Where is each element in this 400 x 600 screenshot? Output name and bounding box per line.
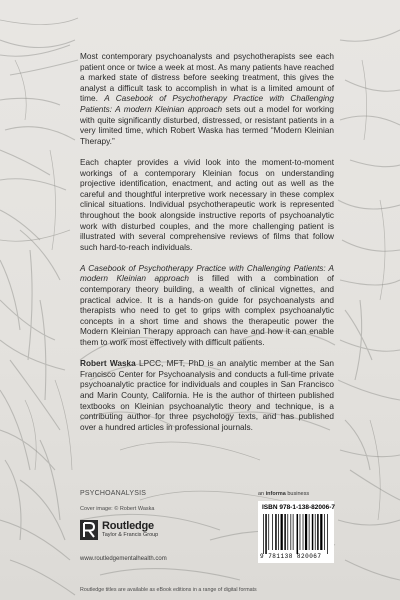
publisher-group: Taylor & Francis Group bbox=[102, 532, 159, 538]
cover-footer bbox=[0, 484, 400, 600]
blurb-text-run: Most contemporary psychoanalysts and psychotherapists see each patient once or twice a week at most. As many patients have reached a marked state of distress before seeking treatment, this gives the analyst a difficult task to accomplish in what is a limited amount of time. bbox=[80, 52, 334, 104]
author-bio bbox=[80, 359, 334, 433]
author-name: Robert Waska bbox=[80, 359, 136, 369]
informa-tagline bbox=[258, 491, 309, 497]
tagline-prefix: an bbox=[258, 491, 266, 497]
publisher-logo bbox=[80, 520, 158, 540]
blurb-paragraph-1 bbox=[80, 52, 334, 147]
author-bio-text: LPCC, MFT, PhD is an analytic member at the San Francisco Center for Psychoanalysis and conducts a full-time private psychoanalytic practice for individuals and couples in San Francisco and Marin County, California. He is the author of thirteen published textbooks on Kleinian psychoanalytic theory and technique, is a contributing author for three psychology texts, and has published over a hundred articles in professional journals. bbox=[80, 359, 334, 432]
routledge-r-icon bbox=[80, 520, 98, 540]
isbn-label: ISBN 978-1-138-82006-7 bbox=[262, 504, 335, 511]
cover-image-credit: Cover image: © Robert Waska bbox=[80, 506, 155, 512]
informa-brand: informa bbox=[265, 491, 286, 497]
blurb-paragraph-3 bbox=[80, 264, 334, 349]
barcode-number: 9 781138 820067 bbox=[260, 553, 322, 560]
blurb-text-run: is filled with a combination of contemporary theory building, a wealth of clinical vignettes, and practical advice. It is a hands-on guide for psychoanalysts and therapists who need to get to grips with complex psychoanalytic concepts in a short time and shows the therapeutic power the Modern Kleinian Therapy approach can have and how it can enable them to work most effectively with difficult patients. bbox=[80, 274, 334, 348]
book-title-italic: A Casebook of Psychotherapy Practice with Challenging Patients: A modern Kleinian approach bbox=[80, 94, 334, 114]
tagline-suffix: business bbox=[285, 491, 310, 497]
blurb-text-run: sets out a model for working with quite significantly disturbed, distressed, or resistant patients in a very limited time, which Robert Waska has termed “Modern Kleinian Therapy.” bbox=[80, 104, 335, 146]
ebook-availability-note: Routledge titles are available as eBook editions in a range of digital formats bbox=[80, 587, 257, 593]
book-title-italic: A Casebook of Psychotherapy Practice with Challenging Patients: A modern Kleinian approach bbox=[80, 263, 334, 284]
blurb-text bbox=[80, 52, 334, 444]
isbn-barcode bbox=[258, 501, 334, 563]
barcode-icon bbox=[262, 514, 330, 554]
blurb-paragraph-2: Each chapter provides a vivid look into the moment-to-moment workings of a contemporary Kleinian focus on understanding projective identification, enactment, and acting out as well as the careful and thoughtful interpretive work necessary in these complex clinical situations. Individual psychotherapeutic work is represented throughout the book alongside instructive reports of psychoanalytic work with disturbed couples, and the more challenging patient is illustrated with several comprehensive reviews of films that follow such hard-to-reach individuals. bbox=[80, 157, 334, 252]
publisher-website[interactable]: www.routledgementalhealth.com bbox=[80, 556, 167, 562]
publisher-name: Routledge bbox=[102, 520, 154, 532]
subject-category: PSYCHOANALYSIS bbox=[80, 490, 147, 497]
